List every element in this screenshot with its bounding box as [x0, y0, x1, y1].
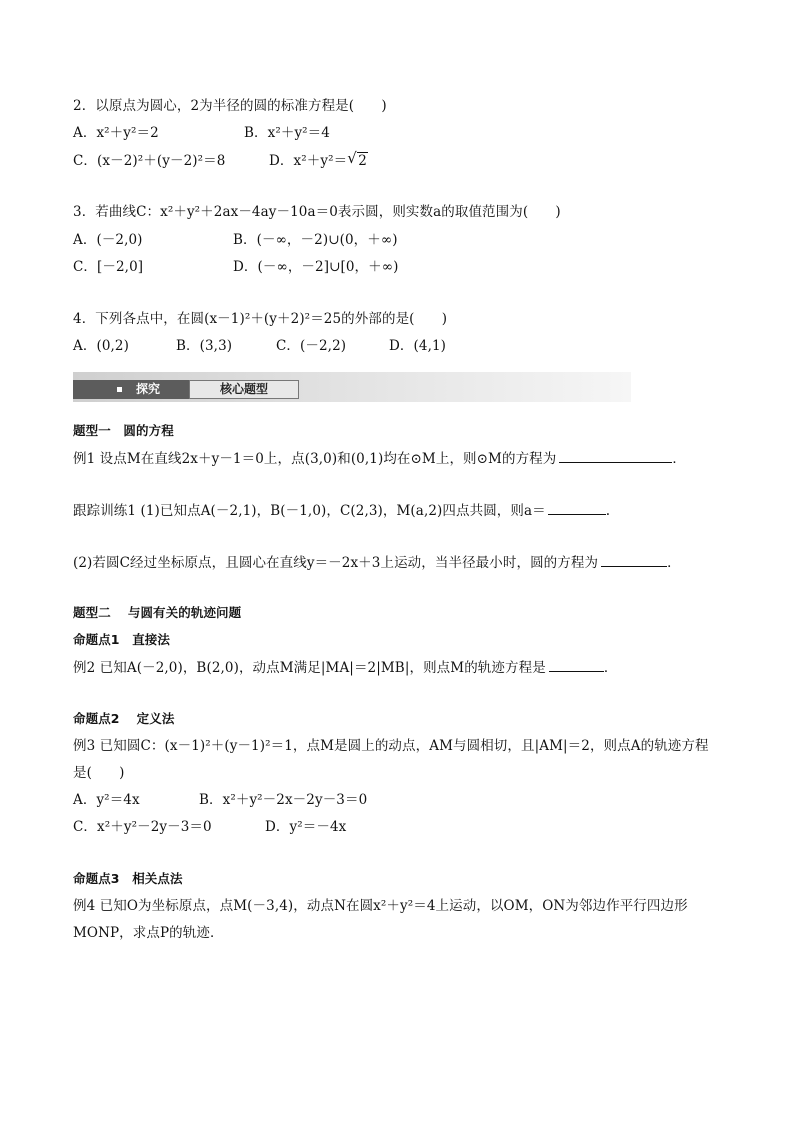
example-1-end: ． — [672, 451, 686, 467]
example-3-line-1: 例3 已知圆C：(x－1)²＋(y－1)²＝1，点M是圆上的动点，AM与圆相切，且|AM|＝2，则点A的轨迹方程 — [73, 738, 709, 754]
track-1-part-1-end: . — [605, 503, 611, 519]
question-3-option-d: D．(－∞，－2]∪[0，＋∞) — [233, 259, 399, 275]
example-4-line-1: 例4 已知O为坐标原点，点M(－3,4)，动点N在圆x²＋y²＝4上运动，以OM，ON为邻边作平行四边形 — [73, 898, 688, 914]
track-1-part-1 — [73, 501, 610, 520]
question-2-options-row2 — [73, 149, 573, 172]
square-bullet-icon — [117, 387, 122, 392]
example-3-option-d: D．y²＝－4x — [265, 819, 347, 835]
type-1-title: 题型一 圆的方程 — [73, 423, 174, 438]
question-3-stem: 3．若曲线C：x²＋y²＋2ax－4ay－10a＝0表示圆，则实数a的取值范围为( ) — [73, 204, 561, 220]
question-4-options — [73, 337, 573, 355]
example-3-options-row2 — [73, 818, 573, 836]
question-2-option-b: B．x²＋y²＝4 — [244, 125, 330, 141]
track-1-part-1-text: 跟踪训练1 (1)已知点A(－2,1)，B(－1,0)，C(2,3)，M(a,2)四点共圆，则a＝ — [73, 503, 546, 519]
sqrt-symbol: √ 2 — [347, 149, 367, 169]
question-4-option-b: B．(3,3) — [176, 338, 233, 354]
example-3-option-b: B．x²＋y²－2x－2y－3＝0 — [199, 792, 368, 808]
example-3-option-c: C．x²＋y²－2y－3＝0 — [73, 819, 212, 835]
question-3-option-a: A．(－2,0) — [73, 232, 143, 248]
question-2-option-d-prefix: D．x²＋y²＝ — [269, 153, 348, 169]
banner-dark-tab — [73, 380, 189, 399]
question-4-stem: 4．下列各点中，在圆(x－1)²＋(y＋2)²＝25的外部的是( ) — [73, 311, 448, 327]
banner-light-label: 核心题型 — [189, 380, 299, 399]
example-2-text: 例2 已知A(－2,0)，B(2,0)，动点M满足|MA|＝2|MB|，则点M的轨迹方程是 — [73, 660, 546, 676]
track-1-part-2-text: (2)若圆C经过坐标原点，且圆心在直线y＝－2x＋3上运动，当半径最小时，圆的方程为 — [73, 555, 599, 571]
question-2-option-c: C．(x－2)²＋(y－2)²＝8 — [73, 153, 226, 169]
section-banner — [73, 372, 631, 402]
example-3-options-row1 — [73, 791, 573, 809]
answer-blank[interactable] — [601, 553, 667, 567]
answer-blank[interactable] — [559, 449, 672, 463]
question-3-options-row2 — [73, 258, 573, 276]
question-4-option-d: D．(4,1) — [389, 338, 447, 354]
question-4-option-c: C．(－2,2) — [276, 338, 347, 354]
example-2 — [73, 658, 617, 677]
proposition-1-title: 命题点1 直接法 — [73, 632, 170, 647]
question-3-options-row1 — [73, 231, 573, 249]
answer-blank[interactable] — [549, 658, 604, 672]
question-3-option-c: C．[－2,0] — [73, 259, 144, 275]
example-2-end: ． — [603, 660, 618, 676]
answer-blank[interactable] — [548, 501, 606, 515]
proposition-3-title: 命题点3 相关点法 — [73, 871, 183, 886]
example-3-option-a: A．y²＝4x — [73, 792, 140, 808]
track-1-part-2 — [73, 553, 681, 572]
type-2-title: 题型二 与圆有关的轨迹问题 — [73, 605, 242, 620]
question-2-stem: 2．以原点为圆心，2为半径的圆的标准方程是( ) — [73, 98, 387, 114]
question-2-option-d-radicand: 2 — [358, 153, 367, 169]
question-2-options-row1 — [73, 124, 573, 142]
question-3-option-b: B．(－∞，－2)∪(0，＋∞) — [233, 232, 398, 248]
example-1-text: 例1 设点M在直线2x＋y－1＝0上，点(3,0)和(0,1)均在⊙M上，则⊙M的方程为 — [73, 451, 557, 467]
banner-dark-label: 探究 — [136, 382, 161, 396]
question-4-option-a: A．(0,2) — [73, 338, 129, 354]
example-1 — [73, 449, 686, 468]
track-1-part-2-end: ． — [667, 555, 681, 571]
question-2-option-a: A．x²＋y²＝2 — [73, 125, 159, 141]
question-2-option-d — [269, 149, 368, 170]
proposition-2-title: 命题点2 定义法 — [73, 711, 175, 726]
example-3-line-2: 是( ) — [73, 765, 125, 781]
example-4-line-2: MONP，求点P的轨迹． — [73, 925, 224, 941]
